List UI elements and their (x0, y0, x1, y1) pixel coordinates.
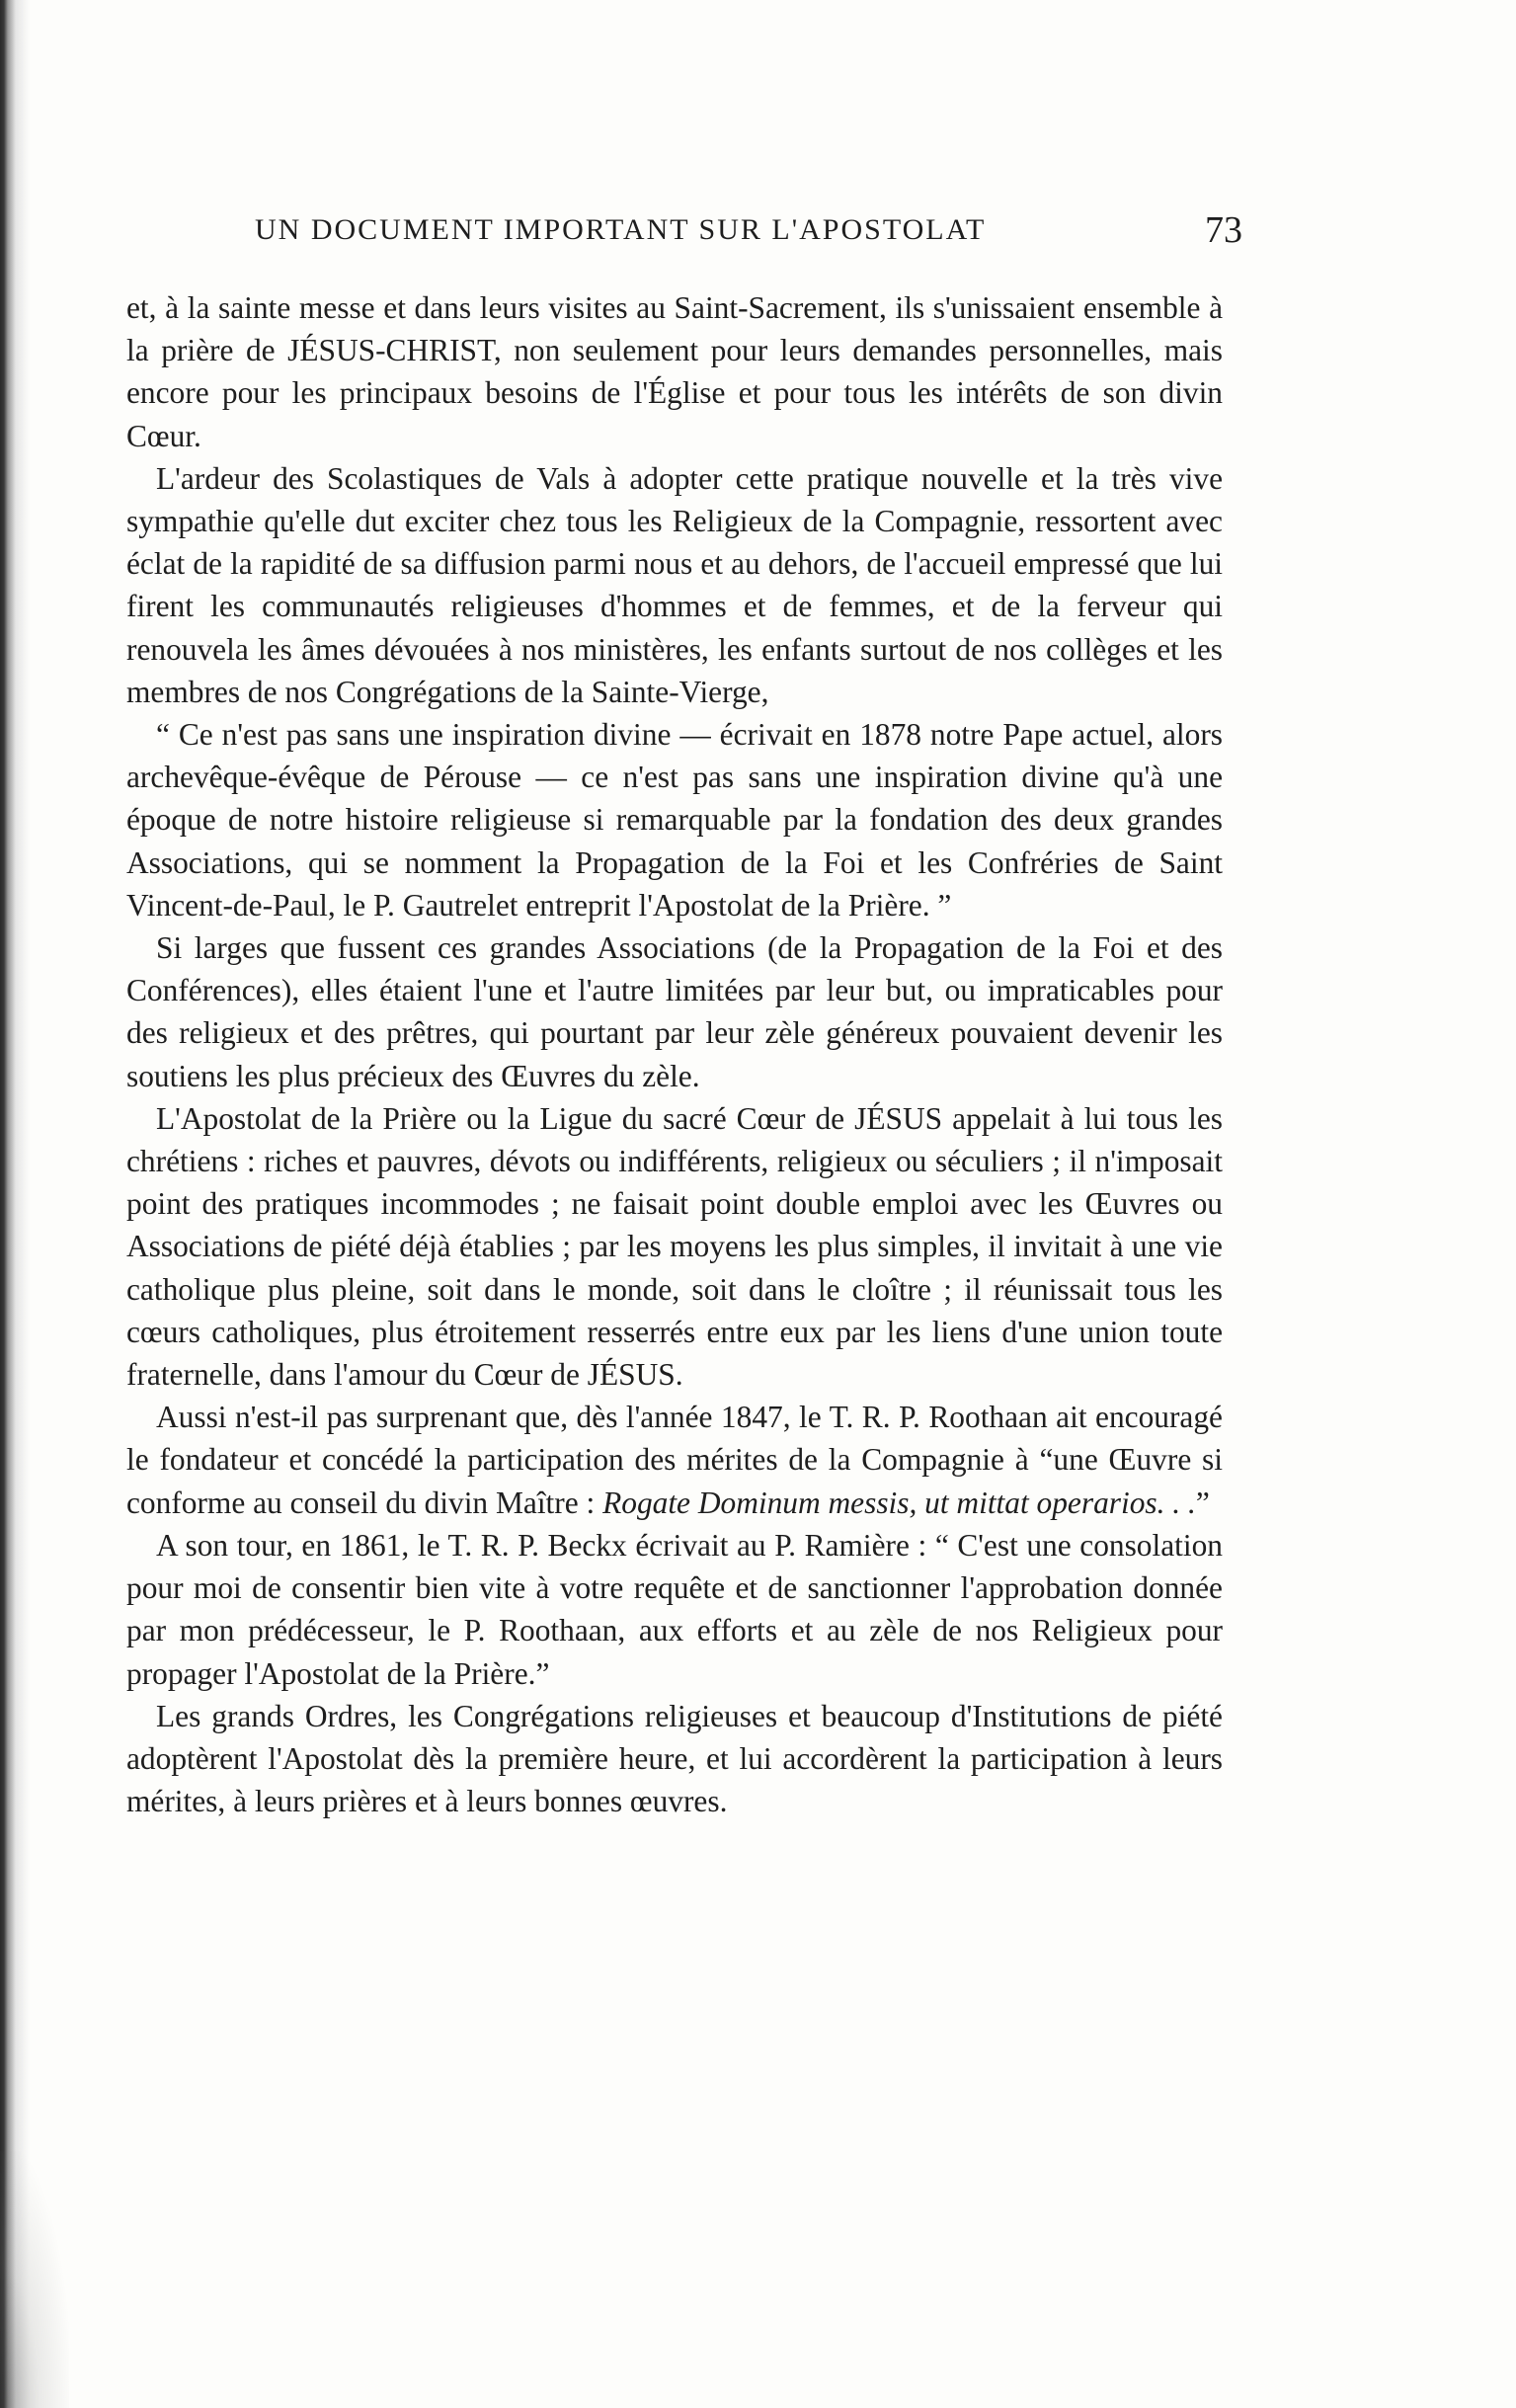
page-stain (0, 2151, 69, 2408)
paragraph-6-text: Aussi n'est-il pas surprenant que, dès l'année 1847, le T. R. P. Roothaan ait encouragé le fondateur et concédé la participation des mérites de la Compagnie à “une Œuvre si conforme au conseil du divin Maître : (126, 1400, 1223, 1520)
paragraph-5: L'Apostolat de la Prière ou la Ligue du sacré Cœur de JÉSUS appelait à lui tous les chrétiens : riches et pauvres, dévots ou indifférents, religieux ou séculiers ; il n'imposait point des pratiques incommodes ; ne faisait point double emploi avec les Œuvres ou Associations de piété déjà établies ; par les moyens les plus simples, il invitait à une vie catholique plus pleine, soit dans le monde, soit dans le cloître ; il réunissait tous les cœurs catholiques, plus étroitement resserrés entre eux par les liens d'une union toute fraternelle, dans l'amour du Cœur de JÉSUS. (126, 1100, 1223, 1393)
paragraph-7: A son tour, en 1861, le T. R. P. Beckx écrivait au P. Ramière : “ C'est une consolation pour moi de consentir bien vite à votre requête et de sanctionner l'approbation donnée par mon prédécesseur, le P. Roothaan, aux efforts et au zèle de nos Religieux pour propager l'Apostolat de la Prière.” (126, 1527, 1223, 1691)
paragraph-6 (126, 1396, 1223, 1524)
paragraph-4: Si larges que fussent ces grandes Associations (de la Propagation de la Foi et des Conférences), elles étaient l'une et l'autre limitées par leur but, ou impraticables pour des religieux et des prêtres, qui pourtant par leur zèle généreux pouvaient devenir les soutiens les plus précieux des Œuvres du zèle. (126, 930, 1223, 1093)
running-head (255, 205, 1242, 255)
body-text (126, 286, 1223, 1822)
paragraph-2: L'ardeur des Scolastiques de Vals à adopter cette pratique nouvelle et la très vive sympathie qu'elle dut exciter chez tous les Religieux de la Compagnie, ressortent avec éclat de la rapidité de sa diffusion parmi nous et au dehors, de l'accueil empressé que lui firent les communautés religieuses d'hommes et de femmes, et de la ferveur qui renouvela les âmes dévouées à nos ministères, les enfants surtout de nos collèges et les membres de nos Congrégations de la Sainte-Vierge, (126, 460, 1223, 709)
page-number: 73 (1205, 209, 1242, 251)
paragraph-1: et, à la sainte messe et dans leurs visites au Saint-Sacrement, ils s'unissaient ensemble à la prière de JÉSUS-CHRIST, non seulement pour leurs demandes personnelles, mais encore pour les principaux besoins de l'Église et pour tous les intérêts de son divin Cœur. (126, 290, 1223, 453)
book-binding-edge (0, 0, 30, 2408)
paragraph-8: Les grands Ordres, les Congrégations religieuses et beaucoup d'Institutions de piété adoptèrent l'Apostolat dès la première heure, et lui accordèrent la participation à leurs mérites, à leurs prières et à leurs bonnes œuvres. (126, 1698, 1223, 1819)
paragraph-3-quotation: “ Ce n'est pas sans une inspiration divine — écrivait en 1878 notre Pape actuel, alors archevêque-évêque de Pérouse — ce n'est pas sans une inspiration divine qu'à une époque de notre histoire religieuse si remarquable par la fondation des deux grandes Associations, qui se nomment la Propagation de la Foi et les Confréries de Saint Vincent-de-Paul, le P. Gautrelet entreprit l'Apostolat de la Prière. ” (126, 717, 1223, 923)
latin-quotation: Rogate Dominum messis, ut mittat operarios. . . (602, 1485, 1196, 1520)
running-title: UN DOCUMENT IMPORTANT SUR L'APOSTOLAT (255, 213, 987, 246)
closing-quote-mark: ” (1195, 1485, 1210, 1520)
